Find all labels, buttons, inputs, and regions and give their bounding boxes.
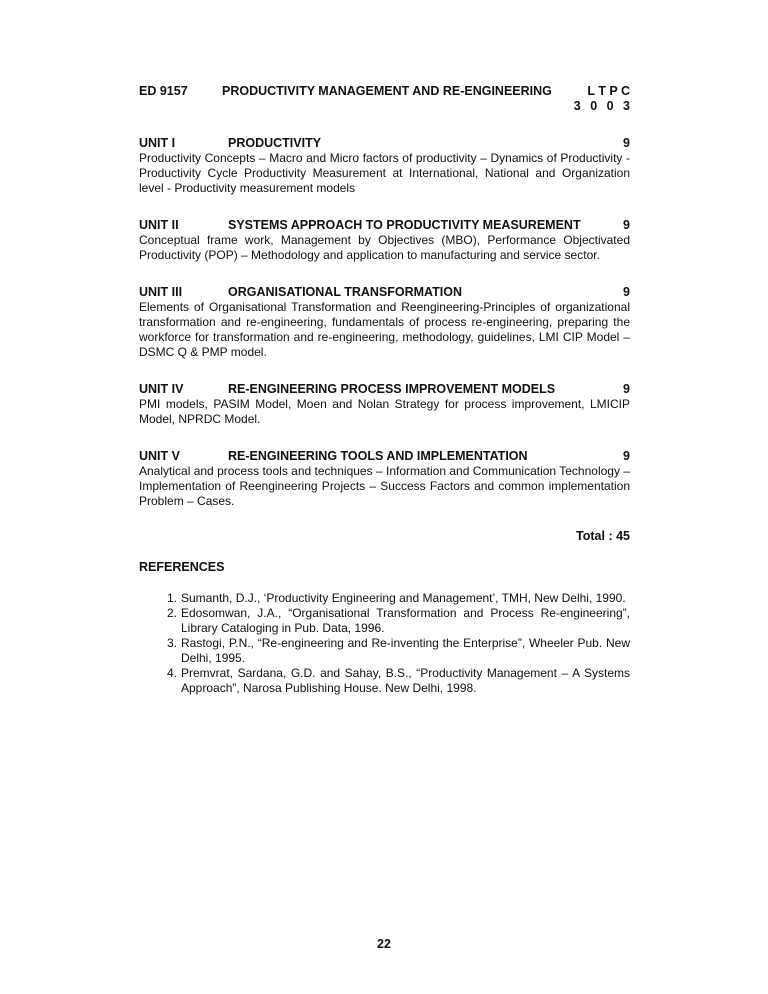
course-header: [139, 84, 630, 99]
unit-section: [139, 382, 630, 427]
unit-heading: [139, 218, 630, 233]
reference-number: 3.: [167, 636, 178, 650]
unit-number: UNIT II: [139, 218, 179, 232]
unit-heading: [139, 382, 630, 397]
unit-number: UNIT I: [139, 136, 176, 150]
unit-description: Conceptual frame work, Management by Objectives (MBO), Performance Objectivated Productivity (POP) – Methodology and application to manufacturing and service sector.: [139, 233, 630, 262]
unit-number: UNIT V: [139, 449, 180, 463]
unit-title: RE-ENGINEERING PROCESS IMPROVEMENT MODELS: [228, 382, 556, 396]
unit-section: [139, 136, 630, 196]
reference-text: Edosomwan, J.A., “Organisational Transformation and Process Re-engineering”, Library Cataloging in Pub. Data, 1996.: [181, 606, 630, 635]
reference-number: 4.: [167, 666, 178, 680]
reference-number: 1.: [167, 591, 178, 605]
unit-number: UNIT III: [139, 285, 183, 299]
unit-hours: 9: [623, 449, 630, 463]
unit-heading: [139, 285, 630, 300]
references-list: [139, 591, 630, 696]
unit-heading: [139, 136, 630, 151]
unit-heading: [139, 449, 630, 464]
reference-text: Premvrat, Sardana, G.D. and Sahay, B.S., “Productivity Management – A Systems Approach”, Narosa Publishing House. New Delhi, 1998.: [181, 666, 630, 695]
unit-title: PRODUCTIVITY: [228, 136, 322, 150]
list-item: [139, 591, 630, 606]
unit-description: Productivity Concepts – Macro and Micro factors of productivity – Dynamics of Productivity - Productivity Cycle Productivity Measurement at International, National and Organization level - Productivity measurement models: [139, 151, 630, 195]
list-item: [139, 666, 630, 696]
references-heading: REFERENCES: [139, 560, 225, 574]
unit-title: RE-ENGINEERING TOOLS AND IMPLEMENTATION: [228, 449, 528, 463]
course-code: ED 9157: [139, 84, 188, 98]
page-number: 22: [377, 937, 391, 951]
unit-hours: 9: [623, 218, 630, 232]
unit-hours: 9: [623, 136, 630, 150]
reference-text: Rastogi, P.N., “Re-engineering and Re-inventing the Enterprise”, Wheeler Pub. New Delhi, 1995.: [181, 636, 630, 665]
reference-number: 2.: [167, 606, 178, 620]
unit-description: Analytical and process tools and techniques – Information and Communication Technology – Implementation of Reengineering Projects – Success Factors and common implementation Problem – Cases.: [139, 464, 630, 508]
unit-hours: 9: [623, 382, 630, 396]
unit-number: UNIT IV: [139, 382, 184, 396]
unit-description: PMI models, PASIM Model, Moen and Nolan Strategy for process improvement, LMICIP Model, NPRDC Model.: [139, 397, 630, 426]
unit-title: ORGANISATIONAL TRANSFORMATION: [228, 285, 463, 299]
unit-hours: 9: [623, 285, 630, 299]
course-credits: 3 0 0 3: [573, 99, 633, 113]
syllabus-page: [139, 84, 633, 696]
unit-section: [139, 285, 630, 360]
unit-description: Elements of Organisational Transformation and Reengineering-Principles of organizational transformation and re-engineering, fundamentals of process re-engineering, preparing the workforce for transformation and re-engineering, methodology, guidelines, LMI CIP Model – DSMC Q & PMP model.: [139, 300, 630, 359]
list-item: [139, 606, 630, 636]
unit-section: [139, 449, 630, 509]
reference-text: Sumanth, D.J., ‘Productivity Engineering and Management’, TMH, New Delhi, 1990.: [181, 591, 626, 605]
course-title: PRODUCTIVITY MANAGEMENT AND RE-ENGINEERING: [222, 84, 552, 98]
ltpc-label: L T P C: [587, 84, 630, 98]
unit-title: SYSTEMS APPROACH TO PRODUCTIVITY MEASUREMENT: [228, 218, 581, 232]
total-hours: Total : 45: [576, 529, 630, 543]
unit-section: [139, 218, 630, 263]
list-item: [139, 636, 630, 666]
